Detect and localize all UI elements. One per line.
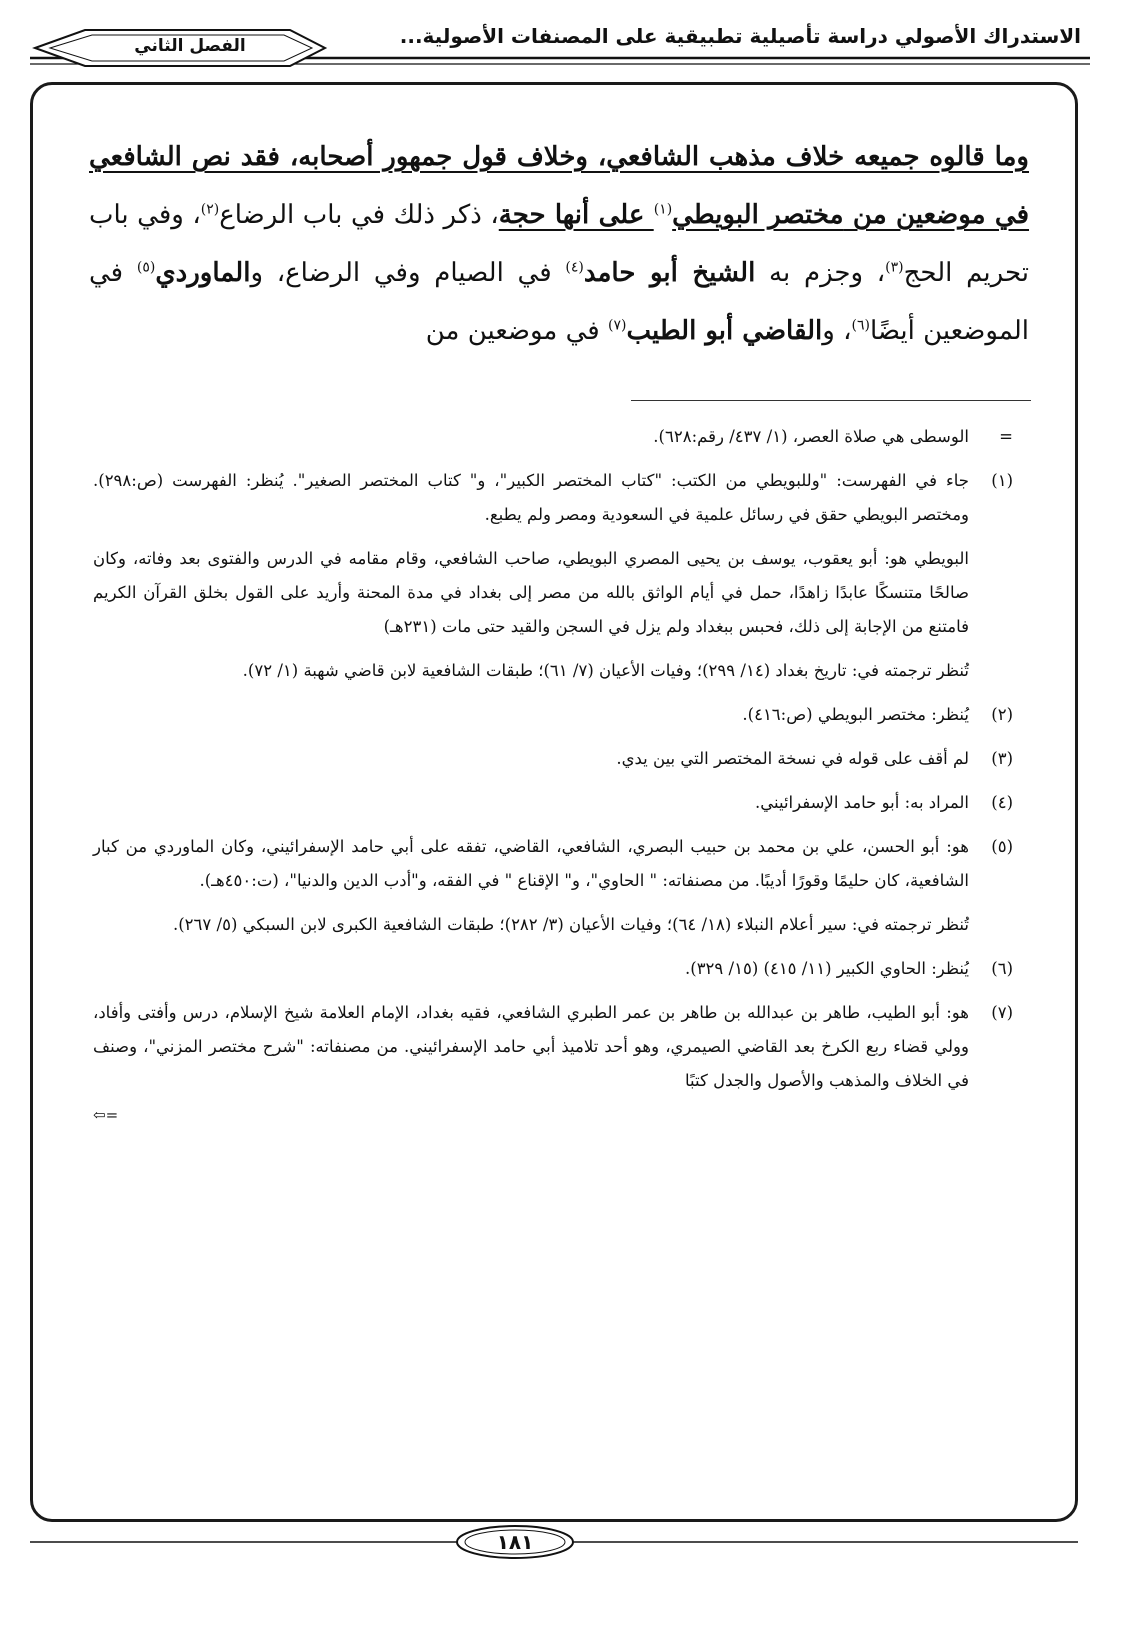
footnote-number: (١) [991, 471, 1013, 490]
footnote-3: (٣) لم أقف على قوله في نسخة المختصر التي بين يدي. [93, 742, 1013, 776]
name-mawardi: الماوردي [155, 258, 251, 288]
underlined-text: وما قالوه جميعه خلاف مذهب الشافعي، وخلاف قول جمهور أصحابه، فقد نص الشافعي في موضعين من مختصر البويطي [89, 142, 1030, 230]
footnote-number: (٥) [991, 837, 1013, 856]
footnotes [93, 420, 1013, 1132]
footnote-continuation: = الوسطى هي صلاة العصر، (١/ ٤٣٧/ رقم:٦٢٨). [93, 420, 1013, 454]
footnote-ref-1: (١) [653, 201, 673, 218]
footnote-ref-6: (٦) [851, 317, 870, 334]
footnote-number: (٤) [991, 793, 1013, 812]
footnote-number: (٧) [991, 1003, 1013, 1022]
main-text [89, 128, 1029, 360]
footnote-5: (٥) هو: أبو الحسن، علي بن محمد بن حبيب البصري، الشافعي، القاضي، تفقه على أبي حامد الإسفرائيني، وكان الماوردي من كبار الشافعية، كان حليمًا وقورًا أديبًا. من مصنفاته: " الحاوي"، و" الإقناع " في الفقه، و"أدب الدين والدنيا"، (ت:٤٥٠هـ). تُنظر ترجمته في: سير أعلام النبلاء (١٨/ ٦٤)؛ وفيات الأعيان (٣/ ٢٨٢)؛ طبقات الشافعية الكبرى لابن السبكي (٥/ ٢٦٧). [93, 830, 1013, 942]
footnote-ref-3: (٣) [885, 259, 904, 276]
underlined-text-2: على أنها حجة [498, 200, 654, 230]
footnote-ref-4: (٤) [565, 259, 584, 276]
footnote-ref-5: (٥) [136, 259, 156, 276]
name-abu-hamid: الشيخ أبو حامد [583, 258, 756, 288]
main-paragraph: وما قالوه جميعه خلاف مذهب الشافعي، وخلاف قول جمهور أصحابه، فقد نص الشافعي في موضعين من مختصر البويطي$^{(١)}$ على أنها حجة، ذكر ذلك في باب الرضاع$^{(٢)}$، وفي باب تحريم الحج$^{(٣)}$، وجزم به الشيخ أبو حامد$^{(٤)}$ في الصيام وفي الرضاع، والماوردي$^{(٥)}$ في الموضعين أيضًا$^{(٦)}$، والقاضي أبو الطيب$^{(٧)}$ في موضعين من [89, 142, 1030, 346]
book-title: مختصر البويطي [672, 200, 844, 230]
footnote-6: (٦) يُنظر: الحاوي الكبير (١١/ ٤١٥) (١٥/ ٣٢٩). [93, 952, 1013, 986]
footnote-number: (٣) [991, 749, 1013, 768]
footnote-1: (١) جاء في الفهرست: "وللبويطي من الكتب: "كتاب المختصر الكبير"، و" كتاب المختصر الصغير". يُنظر: الفهرست (ص:٢٩٨). ومختصر البويطي حقق في رسائل علمية في السعودية ومصر ولم يطبع. البويطي هو: أبو يعقوب، يوسف بن يحيى المصري البويطي، صاحب الشافعي، وقام مقامه في الدرس والفتوى بعد وفاته، وكان صالحًا متنسكًا عابدًا زاهدًا، حمل في أيام الواثق بالله من مصر إلى بغداد في مدة المحنة وأريد على القول بخلق القرآن الكريم فامتنع من الإجابة إلى ذلك، فحبس ببغداد ولم يزل في السجن والقيد حتى مات (٢٣١هـ) تُنظر ترجمته في: تاريخ بغداد (١٤/ ٢٩٩)؛ وفيات الأعيان (٧/ ٦١)؛ طبقات الشافعية لابن قاضي شهبة (١/ ٧٢). [93, 464, 1013, 688]
running-title: الاستدراك الأصولي دراسة تأصيلية تطبيقية على المصنفات الأصولية... [399, 24, 1081, 48]
footnote-7: (٧) هو: أبو الطيب، طاهر بن عبدالله بن طاهر بن عمر الطبري الشافعي، فقيه بغداد، الإمام العلامة شيخ الإسلام، درس وأفتى وأفاد، وولي قضاء ربع الكرخ بعد القاضي الصيمري، وهو أحد تلاميذ أبي حامد الإسفرائيني. من مصنفاته: "شرح مختصر المزني"، وصنف في الخلاف والمذهب والأصول والجدل كتبًا ⇦= [93, 996, 1013, 1122]
footnote-number: (٦) [991, 959, 1013, 978]
chapter-label: الفصل الثاني [134, 36, 246, 56]
footnote-4: (٤) المراد به: أبو حامد الإسفرائيني. [93, 786, 1013, 820]
continuation-marker: = [999, 427, 1013, 446]
footnote-2: (٢) يُنظر: مختصر البويطي (ص:٤١٦). [93, 698, 1013, 732]
continuation-arrow: ⇦= [93, 1106, 119, 1124]
page-number: ١٨١ [496, 1530, 534, 1554]
footnote-separator [631, 400, 1031, 401]
footnote-number: (٢) [991, 705, 1013, 724]
footnote-ref-7: (٧) [607, 317, 627, 334]
name-abu-tayyib: القاضي أبو الطيب [626, 316, 823, 346]
footnote-ref-2: (٢) [200, 201, 220, 218]
